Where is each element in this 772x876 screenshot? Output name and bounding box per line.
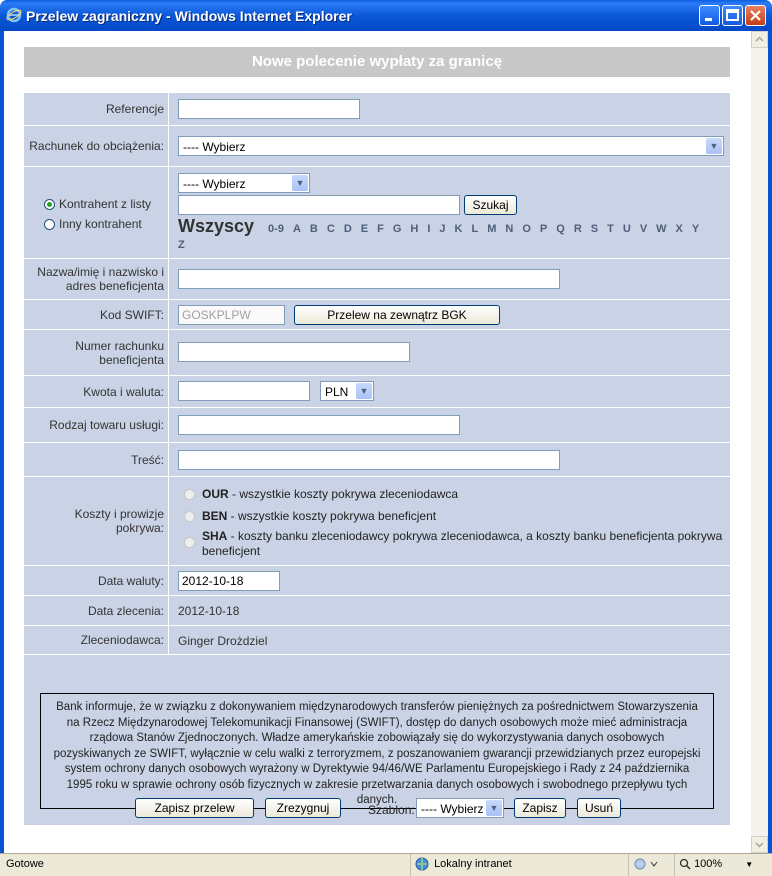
- data-waluty-label: Data waluty:: [24, 566, 169, 595]
- letter-v[interactable]: V: [639, 223, 648, 235]
- chevron-down-icon: ▼: [486, 800, 502, 816]
- nazwa-label: Nazwa/imię i nazwisko i adres beneficjenta: [24, 259, 169, 299]
- search-button[interactable]: Szukaj: [464, 195, 517, 215]
- letter-p[interactable]: P: [539, 223, 548, 235]
- letter-filter-all[interactable]: Wszyscy: [178, 216, 255, 236]
- waluta-select[interactable]: [320, 381, 374, 401]
- row-swift: [24, 300, 730, 330]
- intranet-globe-icon: [415, 857, 431, 871]
- row-data-zlecenia: [24, 596, 730, 626]
- template-save-button[interactable]: Zapisz: [514, 798, 566, 818]
- window-frame-right: [768, 31, 772, 853]
- rachunek-label: Rachunek do obciążenia:: [24, 126, 169, 166]
- letter-l[interactable]: L: [471, 223, 479, 235]
- koszty-sha-text: - koszty banku zleceniodawcy pokrywa zleceniodawca, a koszty banku beneficjenta pokrywa beneficjent: [202, 529, 723, 558]
- minimize-button[interactable]: [699, 5, 720, 26]
- numer-rachunku-input[interactable]: [178, 342, 410, 362]
- chevron-down-icon: ▼: [356, 383, 372, 399]
- minimize-icon: [700, 6, 719, 25]
- letter-i[interactable]: I: [427, 223, 431, 235]
- koszty-our-option: [202, 487, 458, 501]
- protected-mode-indicator[interactable]: [628, 854, 673, 876]
- row-kontrahent: [24, 167, 730, 259]
- tresc-label: Treść:: [24, 443, 169, 476]
- row-rodzaj: [24, 408, 730, 443]
- kontrahent-z-listy-radio[interactable]: [44, 199, 55, 210]
- rodzaj-input[interactable]: [178, 415, 460, 435]
- zleceniodawca-label: Zleceniodawca:: [24, 626, 169, 654]
- template-delete-button[interactable]: Usuń: [577, 798, 621, 818]
- template-label: Szablon:: [368, 803, 415, 817]
- kwota-input[interactable]: [178, 381, 310, 401]
- letter-0-9[interactable]: 0-9: [268, 223, 284, 235]
- internet-explorer-icon: [6, 7, 22, 23]
- data-zlecenia-label: Data zlecenia:: [24, 596, 169, 625]
- letter-s[interactable]: S: [590, 223, 599, 235]
- kontrahent-z-listy-label: Kontrahent z listy: [59, 197, 152, 211]
- chevron-down-icon: ▼: [292, 175, 308, 191]
- page-content: [4, 31, 751, 853]
- letter-y[interactable]: Y: [691, 223, 700, 235]
- close-button[interactable]: [745, 5, 766, 26]
- rodzaj-label: Rodzaj towaru usługi:: [24, 408, 169, 442]
- letter-q[interactable]: Q: [556, 223, 565, 235]
- row-tresc: [24, 443, 730, 477]
- chevron-up-icon: [752, 32, 767, 47]
- letter-g[interactable]: G: [392, 223, 402, 235]
- row-koszty: [24, 477, 730, 566]
- koszty-our-radio[interactable]: [184, 489, 195, 500]
- zleceniodawca-value: Ginger Drożdziel: [178, 634, 268, 648]
- letter-j[interactable]: J: [439, 223, 446, 235]
- row-numer: [24, 330, 730, 376]
- letter-m[interactable]: M: [487, 223, 497, 235]
- row-rachunek: [24, 126, 730, 167]
- letter-w[interactable]: W: [656, 223, 667, 235]
- letter-b[interactable]: B: [309, 223, 318, 235]
- referencje-input[interactable]: [178, 99, 360, 119]
- chevron-down-icon: ▼: [745, 860, 754, 869]
- letter-e[interactable]: E: [360, 223, 369, 235]
- koszty-ben-radio[interactable]: [184, 511, 195, 522]
- letter-a[interactable]: A: [292, 223, 301, 235]
- status-bar: [0, 853, 772, 876]
- maximize-icon: [723, 6, 742, 25]
- row-nazwa: [24, 259, 730, 300]
- letter-t[interactable]: T: [607, 223, 614, 235]
- letter-h[interactable]: H: [410, 223, 419, 235]
- letter-z[interactable]: Z: [178, 239, 185, 251]
- inny-kontrahent-radio[interactable]: [44, 219, 55, 230]
- letter-n[interactable]: N: [505, 223, 514, 235]
- swift-label: Kod SWIFT:: [24, 300, 169, 329]
- transfer-form: [24, 93, 730, 825]
- window-titlebar: [0, 0, 772, 31]
- letter-o[interactable]: O: [522, 223, 531, 235]
- kontrahent-options: [24, 167, 169, 258]
- letter-f[interactable]: F: [377, 223, 384, 235]
- row-data-waluty: [24, 566, 730, 596]
- kontrahent-select-value: ---- Wybierz: [183, 177, 246, 191]
- letter-r[interactable]: R: [573, 223, 582, 235]
- row-referencje: [24, 93, 730, 126]
- data-waluty-input[interactable]: [178, 571, 280, 591]
- koszty-label: Koszty i prowizje pokrywa:: [24, 477, 169, 565]
- rachunek-select-value: ---- Wybierz: [183, 140, 246, 154]
- kwota-label: Kwota i waluta:: [24, 376, 169, 407]
- waluta-select-value: PLN: [325, 385, 349, 399]
- row-kwota: [24, 376, 730, 408]
- zoom-control[interactable]: [674, 854, 769, 876]
- letter-d[interactable]: D: [343, 223, 352, 235]
- letter-x[interactable]: X: [675, 223, 683, 235]
- cancel-button[interactable]: Zrezygnuj: [265, 798, 341, 818]
- page-title: Nowe polecenie wypłaty za granicę: [24, 47, 730, 77]
- chevron-down-icon: ▼: [706, 138, 722, 154]
- scroll-up-button[interactable]: [751, 31, 768, 48]
- window-title: Przelew zagraniczny - Windows Internet Explorer: [26, 8, 352, 24]
- security-icon: [633, 857, 659, 871]
- referencje-label: Referencje: [24, 93, 169, 125]
- nazwa-input[interactable]: [178, 269, 560, 289]
- kontrahent-select[interactable]: [178, 173, 310, 193]
- status-text: Gotowe: [6, 858, 44, 870]
- kontrahent-search-input[interactable]: [178, 195, 460, 215]
- status-zone-label: Lokalny intranet: [434, 858, 512, 870]
- koszty-ben-option: [202, 509, 436, 523]
- template-select[interactable]: [416, 798, 504, 818]
- zoom-level: 100%: [694, 858, 723, 870]
- letter-k[interactable]: K: [454, 223, 463, 235]
- scroll-down-button[interactable]: [751, 836, 768, 853]
- koszty-sha-radio[interactable]: [184, 537, 195, 548]
- close-icon: [746, 6, 765, 25]
- swift-notice: Bank informuje, że w związku z dokonywaniem międzynarodowych transferów pieniężnych za pośrednictwem Stowarzyszenia na Rzecz Międzynarodowej Telekomunikacji Finansowej (SWIFT), dostęp do danych osobowych może mieć administracja rządowa Stanów Zjednoczonych. Władze amerykańskie zobowiązały się do wykorzystywania danych osobowych pozyskiwanych ze SWIFT, wyłącznie w celu walki z terroryzmem, z poszanowaniem gwarancji przewidzianych przez europejski system ochrony danych osobowych wyrażony w Dyrektywie 94/46/WE Parlamentu Europejskiego i Rady z 24 października 1995 roku w sprawie ochrony osób fizycznych w zakresie przetwarzania danych osobowych i swobodnego przepływu tych danych.: [40, 693, 714, 809]
- przelew-na-zewnatrz-button[interactable]: Przelew na zewnątrz BGK: [294, 305, 500, 325]
- koszty-sha-code: SHA: [202, 529, 228, 543]
- numer-label: Numer rachunku beneficjenta: [24, 330, 169, 375]
- save-transfer-button[interactable]: Zapisz przelew: [135, 798, 254, 818]
- koszty-ben-text: - wszystkie koszty pokrywa beneficjent: [227, 509, 437, 523]
- zoom-icon: [679, 858, 691, 870]
- letter-u[interactable]: U: [622, 223, 631, 235]
- letter-filter: [178, 216, 718, 251]
- chevron-down-icon: [752, 837, 767, 852]
- rachunek-select[interactable]: [178, 136, 724, 156]
- letter-c[interactable]: C: [326, 223, 335, 235]
- template-select-value: ---- Wybierz: [421, 802, 484, 816]
- row-zleceniodawca: [24, 626, 730, 655]
- koszty-ben-code: BEN: [202, 509, 228, 523]
- swift-input[interactable]: [178, 305, 285, 325]
- status-zone: [410, 854, 615, 876]
- koszty-sha-option: [202, 529, 727, 559]
- koszty-our-text: - wszystkie koszty pokrywa zleceniodawca: [228, 487, 459, 501]
- vertical-scrollbar[interactable]: [751, 31, 768, 853]
- inny-kontrahent-label: Inny kontrahent: [59, 217, 142, 231]
- maximize-button[interactable]: [722, 5, 743, 26]
- koszty-our-code: OUR: [202, 487, 229, 501]
- tresc-input[interactable]: [178, 450, 560, 470]
- data-zlecenia-value: 2012-10-18: [178, 604, 240, 618]
